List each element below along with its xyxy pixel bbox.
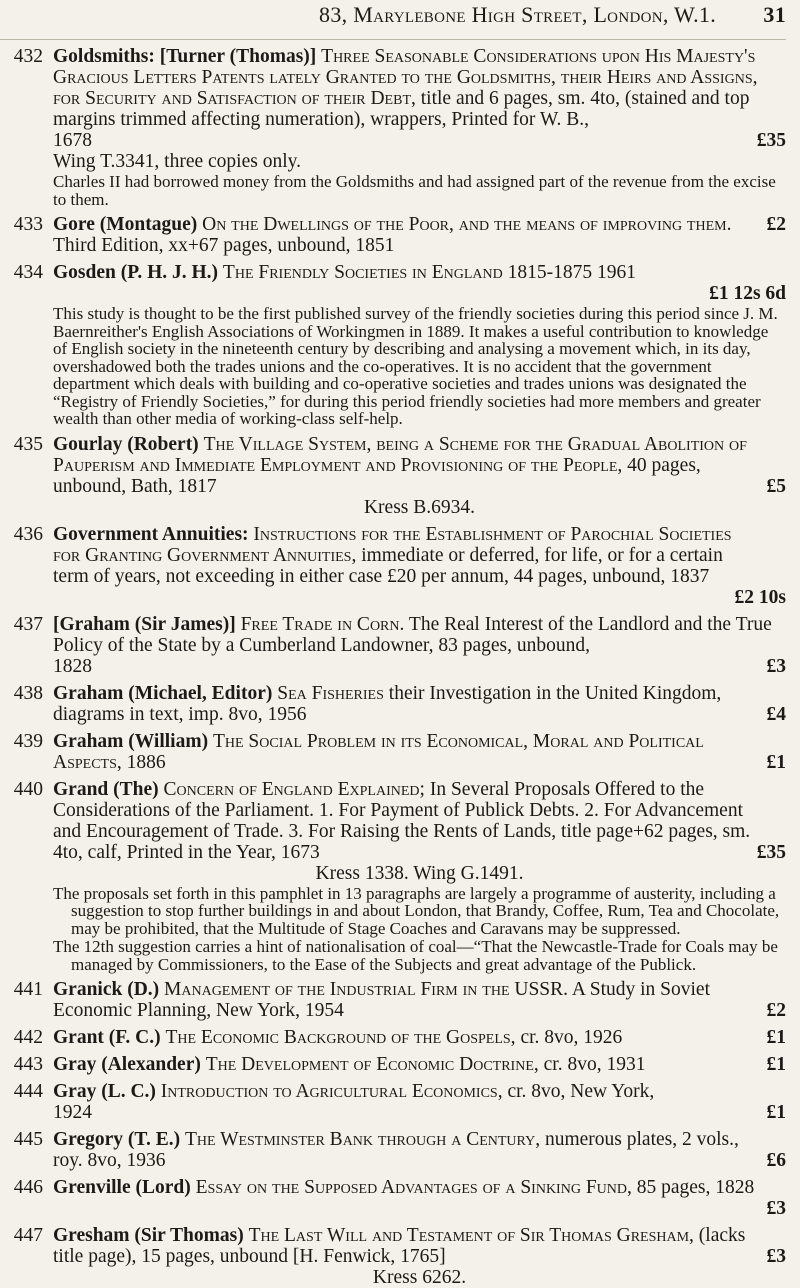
entry-main <box>53 434 786 497</box>
book-title: The Economic Background of the Gospels, <box>165 1027 516 1048</box>
entry-body <box>53 1225 786 1288</box>
catalogue-entry <box>0 1129 786 1171</box>
note: This study is thought to be the first published survey of the friendly societies during this period since J. M. Baernreither's English Associations of Workingmen in 1889. It makes a useful contribution to knowledge of English society in the nineteenth century by describing and analysing a movement which, in its day, overshadowed both the trades unions and the co-operatives. It is no accident that the government department which deals with building and co-operative societies and trades unions was designated the “Registry of Friendly Societies,” for during this period friendly societies had more members and greater wealth than other media of working-class self-help. <box>53 304 778 428</box>
author: Gray (L. C.) <box>53 1081 156 1102</box>
price: £35 <box>756 130 786 151</box>
running-header <box>0 0 786 40</box>
author: Gresham (Sir Thomas) <box>53 1225 244 1246</box>
catalogue-entry <box>0 1054 786 1075</box>
entry-main <box>53 523 786 608</box>
entry-main <box>53 683 786 725</box>
book-title: The Social Problem in its Economical, Moral and Political Aspects, <box>53 730 704 773</box>
entry-main <box>53 614 786 656</box>
lot-number: 437 <box>13 613 43 635</box>
book-title: Introduction to Agricultural Economics, <box>160 1081 503 1102</box>
description: 1961 <box>596 262 636 283</box>
author: Gore (Montague) <box>53 214 198 235</box>
entry-body <box>53 979 786 1021</box>
catalogue-entry <box>0 979 786 1021</box>
description: cr. 8vo, New York, <box>507 1081 655 1102</box>
entry-body <box>53 1054 786 1075</box>
price: £1 <box>766 1027 786 1048</box>
price-line <box>53 1102 786 1123</box>
entry-body <box>53 262 786 428</box>
entry-body <box>53 214 786 256</box>
author: Grand (The) <box>53 778 159 800</box>
entry-body <box>53 1027 786 1048</box>
book-title: Instructions for the Establishment of Parochial Societies for Granting Government Annuities, <box>53 523 732 566</box>
entry-main <box>53 779 786 863</box>
entry-main <box>53 1177 786 1219</box>
price: £4 <box>766 703 786 725</box>
book-title: Free Trade in Corn. <box>240 613 405 635</box>
lot-number: 438 <box>13 682 43 704</box>
entry-main <box>53 1027 786 1048</box>
catalogue-entry <box>0 214 786 256</box>
author: Graham (Michael, Editor) <box>53 682 273 704</box>
author: Gosden (P. H. J. H.) <box>53 262 219 283</box>
description: Third Edition, xx+67 pages, unbound, 1851 <box>53 235 395 256</box>
book-title: The Village System, being a Scheme for the Gradual Abolition of Pauperism and Immediate Employment and Provisioning of the People, <box>53 433 747 476</box>
price: £1 12s 6d <box>709 283 786 304</box>
description: 85 pages, 1828 <box>636 1177 755 1198</box>
entry-main <box>53 1081 786 1102</box>
catalogue-entry <box>0 262 786 428</box>
description: In Several Proposals Offered to the Considerations of the Parliament. 1. For Payment of Publick Debts. 2. For Advancement and Encouragement of Trade. 3. For Raising the Rents of Lands, title page+62 pages, sm. 4to, calf, Printed in the Year, 1673 <box>53 778 751 863</box>
catalogue-entry <box>0 524 786 608</box>
author: Gourlay (Robert) <box>53 433 199 455</box>
book-title: On the Dwellings of the Poor, and the means of improving them. <box>202 214 732 235</box>
price: £6 <box>766 1150 786 1171</box>
entry-body <box>53 434 786 518</box>
note: Charles II had borrowed money from the Goldsmiths and had assigned part of the revenue from the excise to them. <box>53 172 776 209</box>
lot-number: 441 <box>13 979 43 1000</box>
entry-main <box>53 1129 786 1171</box>
book-title: The Friendly Societies in England 1815-1875 <box>222 262 593 283</box>
book-title: Concern of England Explained; <box>163 778 425 800</box>
author: Grenville (Lord) <box>53 1177 191 1198</box>
entry-main <box>53 214 786 256</box>
reference: Kress 6262. <box>372 1267 467 1288</box>
book-title: Sea Fisheries <box>277 682 384 704</box>
author: Goldsmiths: [Turner (Thomas)] <box>53 46 317 67</box>
year: 1678 <box>53 130 92 151</box>
entry-list <box>0 40 786 1288</box>
lot-number: 445 <box>13 1129 43 1150</box>
description: A Study in Soviet Economic Planning, New York, 1954 <box>53 979 710 1021</box>
entry-main <box>53 979 786 1021</box>
note: The 12th suggestion carries a hint of nationalisation of coal—“That the Newcastle-Trade for Coals may be managed by Commissioners, to the Ease of the Subjects and great advantage of the Publick. <box>53 937 778 974</box>
lot-number: 439 <box>13 730 43 752</box>
description: 40 pages, unbound, Bath, 1817 <box>53 454 701 497</box>
entry-body <box>53 614 786 677</box>
lot-number: 434 <box>13 262 43 283</box>
lot-number: 435 <box>13 433 43 455</box>
lot-number: 443 <box>13 1054 43 1075</box>
description: 1886 <box>126 751 166 773</box>
author: Grant (F. C.) <box>53 1027 161 1048</box>
catalogue-entry <box>0 731 786 773</box>
catalogue-entry <box>0 1225 786 1288</box>
author: Granick (D.) <box>53 979 160 1000</box>
author: [Graham (Sir James)] <box>53 613 236 635</box>
description: their Investigation in the United Kingdom, diagrams in text, imp. 8vo, 1956 <box>53 682 722 725</box>
entry-body <box>53 46 786 208</box>
author: Government Annuities: <box>53 523 249 545</box>
lot-number: 432 <box>13 46 43 67</box>
author: Gregory (T. E.) <box>53 1129 181 1150</box>
catalogue-entry <box>0 434 786 518</box>
year: 1828 <box>53 655 92 677</box>
entry-body <box>53 524 786 608</box>
description: (lacks title page), 15 pages, unbound [H. Fenwick, 1765] <box>53 1225 746 1267</box>
lot-number: 436 <box>13 523 43 545</box>
price: £5 <box>766 475 786 497</box>
book-title: Management of the Industrial Firm in the USSR. <box>164 979 569 1000</box>
lot-number: 433 <box>13 214 43 235</box>
book-title: The Last Will and Testament of Sir Thomas Gresham, <box>248 1225 694 1246</box>
entry-main <box>53 731 786 773</box>
catalogue-entry <box>0 683 786 725</box>
entry-body <box>53 1177 786 1219</box>
price-line <box>53 283 786 304</box>
author: Graham (William) <box>53 730 209 752</box>
description: title and 6 pages, sm. 4to, (stained and top margins trimmed affecting numeration), wrappers, Printed for W. B., <box>53 88 750 130</box>
price: £2 <box>766 1000 786 1021</box>
catalogue-entry <box>0 1081 786 1123</box>
entry-main <box>53 1225 786 1267</box>
catalogue-entry <box>0 614 786 677</box>
description: cr. 8vo, 1926 <box>520 1027 623 1048</box>
entry-body <box>53 683 786 725</box>
lot-number: 446 <box>13 1177 43 1198</box>
price-line <box>53 656 786 677</box>
lot-number: 447 <box>13 1225 43 1246</box>
book-title: The Westminster Bank through a Century, <box>184 1129 541 1150</box>
year: 1924 <box>53 1102 92 1123</box>
entry-main <box>53 1054 786 1075</box>
description: The Real Interest of the Landlord and the True Policy of the State by a Cumberland Landowner, 83 pages, unbound, <box>53 613 772 656</box>
price: £2 10s <box>734 586 786 608</box>
price: £35 <box>756 841 786 863</box>
price: £1 <box>766 751 786 773</box>
lot-number: 444 <box>13 1081 43 1102</box>
book-title: Three Seasonable Considerations upon His Majesty's Gracious Letters Patents lately Granted to the Goldsmiths, their Heirs and Assigns, for Security and Satisfaction of their Debt, <box>53 46 758 109</box>
reference: Kress 1338. Wing G.1491. <box>315 862 524 884</box>
running-head: 83, Marylebone High Street, London, W.1. <box>319 2 716 27</box>
description: numerous plates, 2 vols., roy. 8vo, 1936 <box>53 1129 739 1171</box>
book-title: The Development of Economic Doctrine, <box>205 1054 539 1075</box>
entry-body <box>53 731 786 773</box>
reference: Wing T.3341, three copies only. <box>53 151 301 172</box>
reference: Kress B.6934. <box>363 496 476 518</box>
entry-main <box>53 46 786 130</box>
price-line <box>53 130 786 151</box>
description: cr. 8vo, 1931 <box>543 1054 646 1075</box>
author: Gray (Alexander) <box>53 1054 201 1075</box>
price: £2 <box>766 214 786 235</box>
price: £1 <box>766 1054 786 1075</box>
price: £3 <box>766 1198 786 1219</box>
book-title: Essay on the Supposed Advantages of a Sinking Fund, <box>195 1177 632 1198</box>
catalogue-entry <box>0 779 786 974</box>
entry-main <box>53 262 786 283</box>
entry-body <box>53 1129 786 1171</box>
page-number: 31 <box>763 2 786 27</box>
lot-number: 440 <box>13 778 43 800</box>
catalogue-entry <box>0 46 786 208</box>
lot-number: 442 <box>13 1027 43 1048</box>
note: The proposals set forth in this pamphlet in 13 paragraphs are largely a programme of austerity, including a suggestion to stop further buildings in and about London, that Brandy, Coffee, Rum, Tea and Chocolate, may be prohibited, that the Multitude of Stage Coaches and Caravans may be suppressed. <box>53 883 780 938</box>
catalogue-entry <box>0 1027 786 1048</box>
entry-body <box>53 779 786 974</box>
catalogue-entry <box>0 1177 786 1219</box>
entry-body <box>53 1081 786 1123</box>
description: immediate or deferred, for life, or for a certain term of years, not exceeding in either case £20 per annum, 44 pages, unbound, 1837 <box>53 544 723 587</box>
price: £3 <box>766 655 786 677</box>
price: £1 <box>766 1102 786 1123</box>
price: £3 <box>766 1246 786 1267</box>
